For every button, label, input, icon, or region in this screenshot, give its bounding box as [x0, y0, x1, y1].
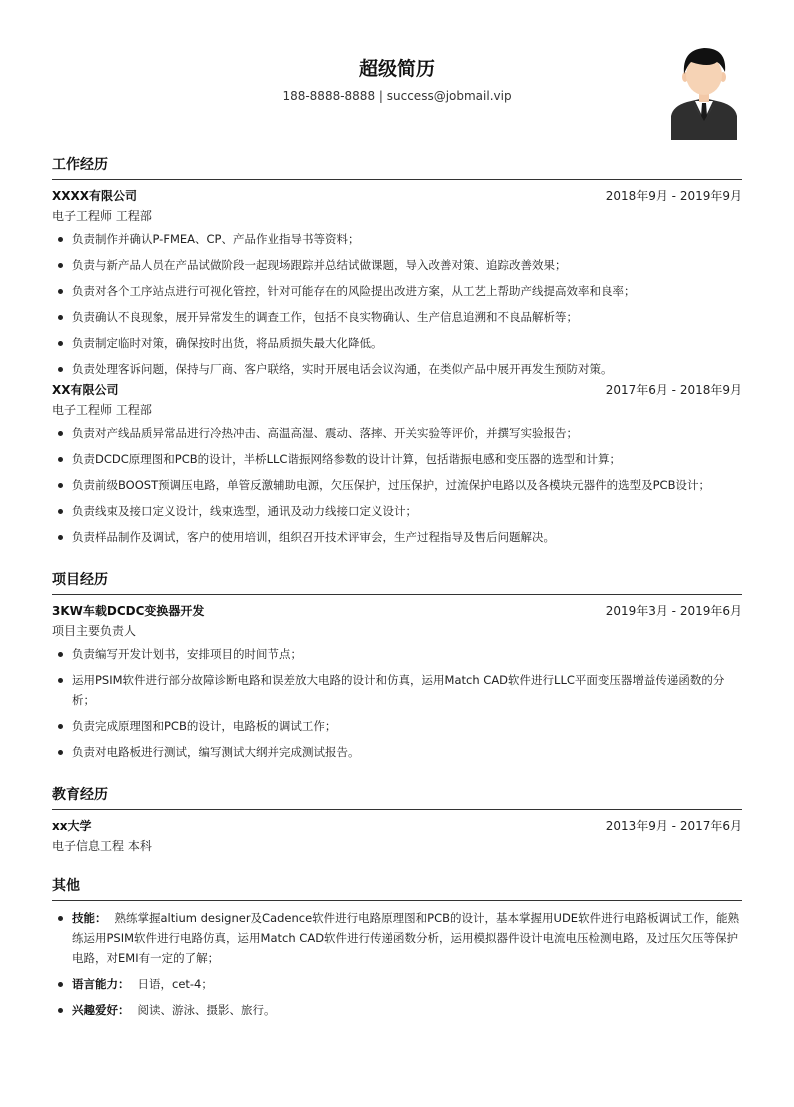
item-label: 技能：	[72, 911, 107, 925]
job-role: 电子工程师 工程部	[52, 209, 152, 223]
date-range: 2013年9月 - 2017年6月	[605, 819, 742, 833]
list-item: 负责样品制作及调试，客户的使用培训，组织召开技术评审会，生产过程指导及售后问题解决。	[72, 527, 742, 547]
entry-header	[52, 602, 742, 621]
resume-content	[52, 150, 742, 1026]
list-item: 负责与新产品人员在产品试做阶段一起现场跟踪并总结试做课题，导入改善对策、追踪改善效果；	[72, 255, 742, 275]
item-label: 兴趣爱好：	[72, 1003, 130, 1017]
project-entry	[52, 602, 742, 762]
list-item	[72, 1000, 742, 1020]
date-range: 2018年9月 - 2019年9月	[605, 189, 742, 203]
entry-header	[52, 381, 742, 400]
project-name: 3KW车载DCDC变换器开发	[52, 604, 205, 618]
list-item: 负责对各个工序站点进行可视化管控，针对可能存在的风险提出改进方案，从工艺上帮助产线提高效率和良率；	[72, 281, 742, 301]
entry-header	[52, 187, 742, 206]
list-item: 负责对电路板进行测试，编写测试大纲并完成测试报告。	[72, 742, 742, 762]
job-role: 电子工程师 工程部	[52, 403, 152, 417]
other-section	[52, 871, 742, 1020]
candidate-name: 超级简历	[358, 58, 435, 80]
avatar	[669, 44, 739, 140]
work-section	[52, 150, 742, 547]
item-label: 语言能力：	[72, 977, 130, 991]
education-entry	[52, 817, 742, 857]
list-item: 负责线束及接口定义设计，线束选型，通讯及动力线接口定义设计；	[72, 501, 742, 521]
section-title: 其他	[52, 871, 742, 901]
work-entry	[52, 381, 742, 547]
duty-list	[52, 229, 742, 379]
list-item: 负责前级BOOST预调压电路，单管反激辅助电源，欠压保护，过压保护，过流保护电路以及各模块元器件的选型及PCB设计；	[72, 475, 742, 495]
list-item	[72, 908, 742, 968]
list-item: 负责制作并确认P-FMEA、CP、产品作业指导书等资料；	[72, 229, 742, 249]
major-degree: 电子信息工程 本科	[52, 839, 152, 853]
work-entry	[52, 187, 742, 379]
section-title: 教育经历	[52, 780, 742, 810]
school-name: xx大学	[52, 819, 92, 833]
project-role: 项目主要负责人	[52, 624, 137, 638]
item-text: 熟练掌握altium designer及Cadence软件进行电路原理图和PCB的设计，基本掌握用UDE软件进行电路板调试工作，能熟练运用PSIM软件进行电路仿真，运用Match CAD软件进行传递函数分析，运用模拟器件设计电流电压检测电路，及过压欠压等保护电路，对EMI有一定的了解；	[72, 911, 740, 965]
list-item: 负责对产线品质异常品进行冷热冲击、高温高湿、震动、落摔、开关实验等评价，并撰写实验报告；	[72, 423, 742, 443]
list-item: 负责制定临时对策，确保按时出货，将品质损失最大化降低。	[72, 333, 742, 353]
section-title: 项目经历	[52, 565, 742, 595]
company-name: XXXX有限公司	[52, 189, 138, 203]
section-title: 工作经历	[52, 150, 742, 180]
list-item: 负责处理客诉问题，保持与厂商、客户联络，实时开展电话会议沟通，在类似产品中展开再发生预防对策。	[72, 359, 742, 379]
project-section	[52, 565, 742, 762]
resume-header	[0, 0, 794, 150]
list-item: 负责完成原理图和PCB的设计，电路板的调试工作；	[72, 716, 742, 736]
company-name: XX有限公司	[52, 383, 119, 397]
contact-info: 188-8888-8888 | success@jobmail.vip	[282, 89, 512, 103]
duty-list	[52, 644, 742, 762]
education-section	[52, 780, 742, 857]
list-item: 负责确认不良现象，展开异常发生的调查工作，包括不良实物确认、生产信息追溯和不良品解析等；	[72, 307, 742, 327]
list-item: 负责DCDC原理图和PCB的设计，半桥LLC谐振网络参数的设计计算，包括谐振电感和变压器的选型和计算；	[72, 449, 742, 469]
entry-header	[52, 817, 742, 836]
list-item	[72, 974, 742, 994]
duty-list	[52, 423, 742, 547]
item-text: 阅读、游泳、摄影、旅行。	[137, 1003, 276, 1017]
list-item: 运用PSIM软件进行部分故障诊断电路和误差放大电路的设计和仿真，运用Match CAD软件进行LLC平面变压器增益传递函数的分析；	[72, 670, 742, 710]
other-list	[52, 908, 742, 1020]
list-item: 负责编写开发计划书，安排项目的时间节点；	[72, 644, 742, 664]
date-range: 2017年6月 - 2018年9月	[605, 383, 742, 397]
item-text: 日语，cet-4；	[137, 977, 213, 991]
date-range: 2019年3月 - 2019年6月	[605, 604, 742, 618]
